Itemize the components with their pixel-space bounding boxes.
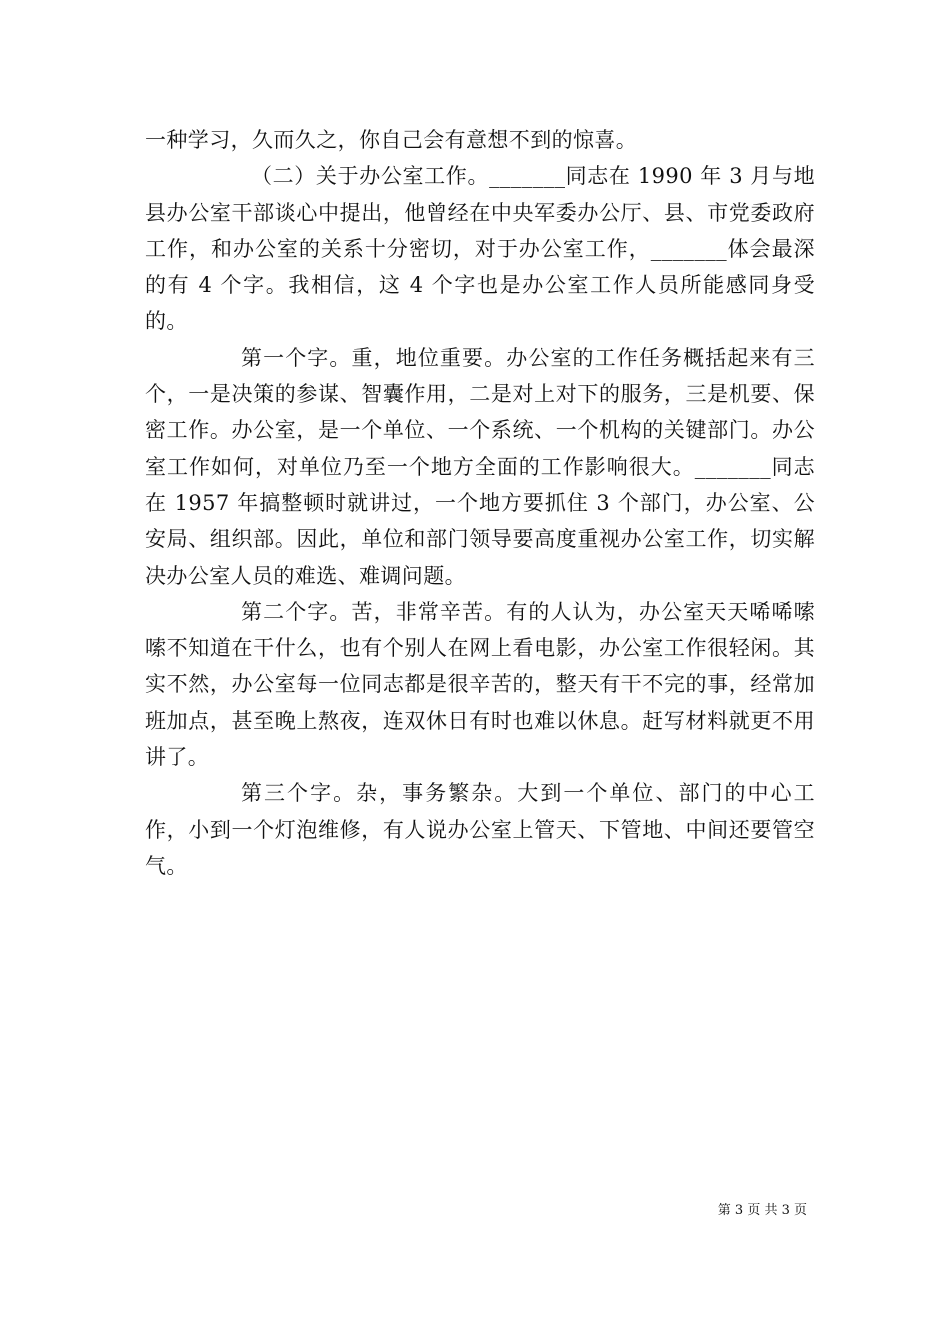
paragraph-continuation: 一种学习，久而久之，你自己会有意想不到的惊喜。 (145, 128, 638, 152)
page-number-footer: 第 3 页 共 3 页 (717, 1203, 807, 1218)
paragraph-first-character: 第一个字。重，地位重要。办公室的工作任务概括起来有三个，一是决策的参谋、智囊作用，二是对上对下的服务，三是机要、保密工作。办公室，是一个单位、一个系统、一个机构的关键部门。办公室工作如何，对单位乃至一个地方全面的工作影响很大。_______同志在 1957 年搞整顿时就讲过，一个地方要抓住 3 个部门，办公室、公安局、组织部。因此，单位和部门领导要高度重视办公室工作，切实解决办公室人员的难选、难调问题。 (145, 345, 815, 588)
paragraph-third-character: 第三个字。杂，事务繁杂。大到一个单位、部门的中心工作，小到一个灯泡维修，有人说办公室上管天、下管地、中间还要管空气。 (145, 781, 815, 878)
document-body (145, 122, 815, 884)
paragraph-second-character: 第二个字。苦，非常辛苦。有的人认为，办公室天天唏唏嗦嗦不知道在干什么，也有个别人在网上看电影，办公室工作很轻闲。其实不然，办公室每一位同志都是很辛苦的，整天有干不完的事，经常加班加点，甚至晚上熬夜，连双休日有时也难以休息。赶写材料就更不用讲了。 (145, 599, 815, 770)
paragraph-office-work-intro: （二）关于办公室工作。_______同志在 1990 年 3 月与地县办公室干部谈心中提出，他曾经在中央军委办公厅、县、市党委政府工作，和办公室的关系十分密切，对于办公室工作，_______体会最深的有 4 个字。我相信，这 4 个字也是办公室工作人员所能感同身受的。 (145, 164, 815, 334)
